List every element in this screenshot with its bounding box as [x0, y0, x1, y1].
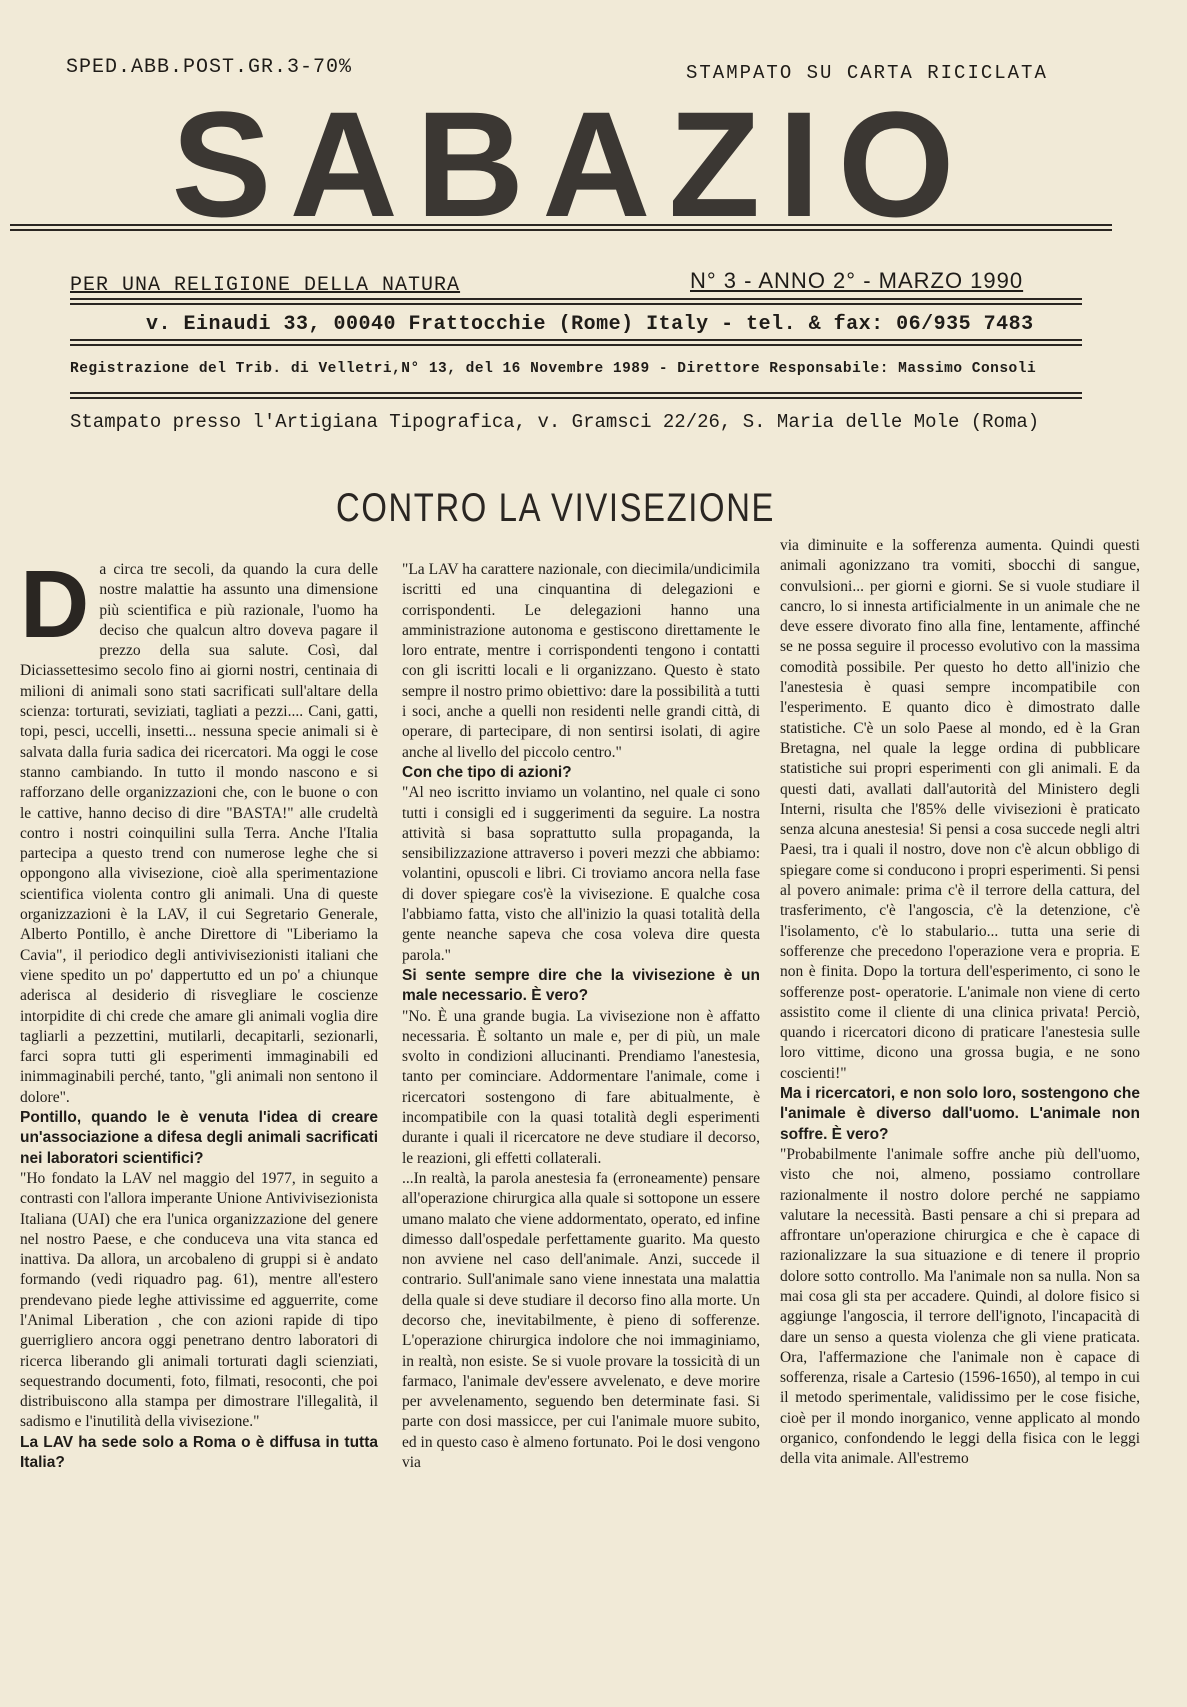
interview-question: La LAV ha sede solo a Roma o è diffusa in tutta Italia? — [20, 1433, 378, 1472]
interview-question: Con che tipo di azioni? — [402, 763, 572, 781]
registration-rule — [70, 392, 1082, 399]
registration-line: Registrazione del Trib. di Velletri,N° 13, del 16 Novembre 1989 - Direttore Responsabile: Massimo Consoli — [70, 361, 1037, 377]
drop-cap: D — [20, 551, 90, 658]
issue-info: N° 3 - ANNO 2° - MARZO 1990 — [690, 268, 1024, 293]
article-intro: a circa tre secoli, da quando la cura delle nostre malattie ha assunto una dimensione più scientifica e più razionale, l'uomo ha deciso che qualcun altro doveva pagare il prezzo della sua salute. Così, dal Diciassettesimo secolo fino ai giorni nostri, centinaia di milioni di animali sono stati sacrificati sull'altare della scienza: torturati, seviziati, tagliati a pezzi.... Cani, gatti, topi, pesci, uccelli, insetti... nessuna specie animali si è salvata dalla furia sadica dei ricercatori. Ma oggi le cose stanno cambiando. In tutto il mondo nascono e si rafforzano delle organizzazioni che, con le buone o con le cattive, hanno deciso di dire "BASTA!" alle crudeltà contro i nostri coinquilini sulla Terra. Anche l'Italia partecipa a questo trend con numerose leghe che si oppongono alla vivisezione, cioè alla sperimentazione scientifica violenta contro gli animali. Una di queste organizzazioni è la LAV, il cui Segretario Generale, Alberto Pontillo, è anche Direttore di "Liberiamo la Cavia", il periodico degli antivivisezionisti italiani che viene spedito un po' dappertutto ed un po' a chiunque aderisca al desiderio di risvegliare le coscienze intorpidite di chi crede che amare gli animali voglia dire tagliarli a pezzettini, mutilarli, decapitarli, sezionarli, farci sopra tutti gli esperimenti immaginabili ed inimmaginabili perché, tanto, "gli animali non sentono il dolore". — [20, 561, 378, 1106]
interview-answer: via diminuite e la sofferenza aumenta. Quindi questi animali agonizzano tra vomiti, sbocchi di sangue, convulsioni... per giorni e giorni. Se si vuole studiare il cancro, lo si innesta artificialmente in un animale che ne deve essere divorato fino alla fine, lentamente, affinché se ne possa seguire il processo evolutivo con la massima comodità possibile. Per questo ho detto all'inizio che l'anestesia è quasi sempre incompatibile con l'esperimento. E quanto dico è dimostrato dalle statistiche. C'è un solo Paese al mondo, ed è la Gran Bretagna, nel quale la legge ordina di pubblicare statistiche sui propri esperimenti con gli animali. E da questi dati, avallati dall'autorità del Ministero degli Interni, risulta che l'85% delle vivisezioni è praticato senza alcuna anestesia! Si pensi a cosa succede negli altri Paesi, tra i quali il nostro, dove non c'è alcun obbligo di spiegare come si conducono i propri esperimenti. Si pensi al povero animale: prima c'è il terrore della cattura, del trasferimento, c'è l'angoscia, c'è la detenzione, c'è l'isolamento, c'è lo stabulario... tutta una serie di sofferenze che precedono l'operazione vera e propria. E non è finita. Dopo la tortura dell'esperimento, ci sono le sofferenze post- operatorie. L'animale non viene di certo assistito come il cliente di una clinica privata! Perciò, quando i ricercatori dicono di praticare l'anestesia sulle loro vittime, dicono una grossa bugia, e ne sono coscienti!" — [780, 537, 1140, 1082]
interview-question: Si sente sempre dire che la vivisezione è un male necessario. È vero? — [402, 966, 760, 1005]
masthead-rule — [10, 224, 1112, 231]
interview-answer: "No. È una grande bugia. La vivisezione non è affatto necessaria. È soltanto un male e, per di più, un male svolto in condizioni allucinanti. Prendiamo l'anestesia, tanto per cominciare. Addormentare l'animale, come i ricercatori sostengono di fare abitualmente, è incompatibile con la quasi totalità degli esperimenti durante i quali il ricercatore ne deve studiare il decorso, le reazioni, gli effetti collaterali. — [402, 1007, 760, 1167]
postal-notice: SPED.ABB.POST.GR.3-70% — [66, 56, 353, 79]
address-rule — [70, 339, 1082, 346]
printer-line: Stampato presso l'Artigiana Tipografica, v. Gramsci 22/26, S. Maria delle Mole (Roma) — [70, 411, 1040, 433]
interview-answer: "Al neo iscritto inviamo un volantino, nel quale ci sono tutti i consigli ed i suggerimenti da seguire. La nostra attività si basa soprattutto sulla propaganda, la sensibilizzazione attraverso i poveri mezzi che abbiamo: volantini, opuscoli e libri. Ci troviamo ancora nella fase di dover spiegare cos'è la vivisezione. E qualche cosa l'abbiamo fatta, visto che all'inizio la quasi totalità della gente neanche sapeva che cosa voleva dire questa parola." — [402, 784, 760, 964]
subtitle-rule — [70, 298, 1082, 305]
subtitle: PER UNA RELIGIONE DELLA NATURA — [70, 274, 461, 297]
interview-answer: "Probabilmente l'animale soffre anche più dell'uomo, visto che noi, almeno, possiamo controllare razionalmente il nostro dolore perché ne sappiamo valutare la necessità. Basti pensare a chi si prepara ad affrontare un'operazione chirurgica e che è capace di razionalizzare la sua situazione e di tenere il proprio dolore sotto controllo. Ma l'animale non sa nulla. Non sa mai cosa gli sta per accadere. Quindi, al dolore fisico si aggiunge l'angoscia, il terrore dell'ignoto, l'incapacità di dare un senso a questa violenza che gli viene praticata. Ora, l'affermazione che l'animale non è capace di sofferenza, risale a Cartesio (1596-1650), al tempo in cui il metodo sperimentale, validissimo per le cose fisiche, cioè per il mondo inorganico, venne applicato al mondo organico, confondendo le leggi della fisica con le leggi della vita animale. All'estremo — [780, 1145, 1140, 1468]
article-title: CONTRO LA VIVISEZIONE — [336, 486, 776, 530]
masthead-title: SABAZIO — [171, 80, 973, 248]
article-column-2 — [402, 560, 760, 1473]
recycled-paper-notice: STAMPATO SU CARTA RICICLATA — [686, 62, 1048, 84]
interview-question: Ma i ricercatori, e non solo loro, sostengono che l'animale è diverso dall'uomo. L'animale non soffre. È vero? — [780, 1085, 1140, 1143]
address-line: v. Einaudi 33, 00040 Frattocchie (Rome) Italy - tel. & fax: 06/935 7483 — [146, 313, 1034, 336]
interview-question: Pontillo, quando le è venuta l'idea di creare un'associazione a difesa degli animali sacrificati nei laboratori scientifici? — [20, 1109, 378, 1167]
article-column-1 — [20, 551, 378, 1473]
interview-answer: "La LAV ha carattere nazionale, con diecimila/undicimila iscritti ed una cinquantina di delegazioni e corrispondenti. Le delegazioni hanno una amministrazione autonoma e gestiscono direttamente le loro entrate, mentre i corrispondenti tengono i contatti con gli iscritti locali e li organizzano. Questo è stato sempre il nostro primo obiettivo: dare la possibilità a tutti i soci, anche a quelli non residenti nelle grandi città, di operare, di partecipare, di non sentirsi isolati, di agire anche al livello del piccolo centro." — [402, 561, 760, 761]
interview-answer: "Ho fondato la LAV nel maggio del 1977, in seguito a contrasti con l'allora imperante Unione Antivivisezionista Italiana (UAI) che era l'unica organizzazione del genere nel nostro Paese, e che conduceva una vita stanca ed inattiva. Da allora, un arcobaleno di gruppi si è andato formando (vedi riquadro pag. 61), mentre all'estero prendevano piede leghe attivissime ed agguerrite, come l'Animal Liberation , che con azioni rapide di tipo guerrigliero ancora oggi penetrano dentro laboratori di ricerca liberando gli animali torturati dagli scienziati, sequestrando documenti, foto, filmati, resoconti, che poi distribuiscono alla stampa per dimostrare l'illegalità, il sadismo e l'inutilità della vivisezione." — [20, 1169, 378, 1431]
interview-answer: ...In realtà, la parola anestesia fa (erroneamente) pensare all'operazione chirurgica alla quale si sottopone un essere umano malato che viene addormentato, operato, ed infine dimesso dall'ospedale perfettamente guarito. Ma questo non avviene nel caso dell'animale. Anzi, succede il contrario. Sull'animale sano viene innestata una malattia della quale si deve studiare il decorso fino alla morte. Un decorso che, inevitabilmente, è pieno di sofferenze. L'operazione chirurgica indolore che noi immaginiamo, in realtà, non esiste. Se si vuole provare la tossicità di un farmaco, l'animale dev'essere avvelenato, e deve morire per avvelenamento, seguendo ben determinate fasi. Si parte con dosi massicce, per cui l'animale muore subito, ed in questo caso è almeno fortunato. Poi le dosi vengono via — [402, 1169, 760, 1472]
article-column-3 — [780, 536, 1140, 1470]
